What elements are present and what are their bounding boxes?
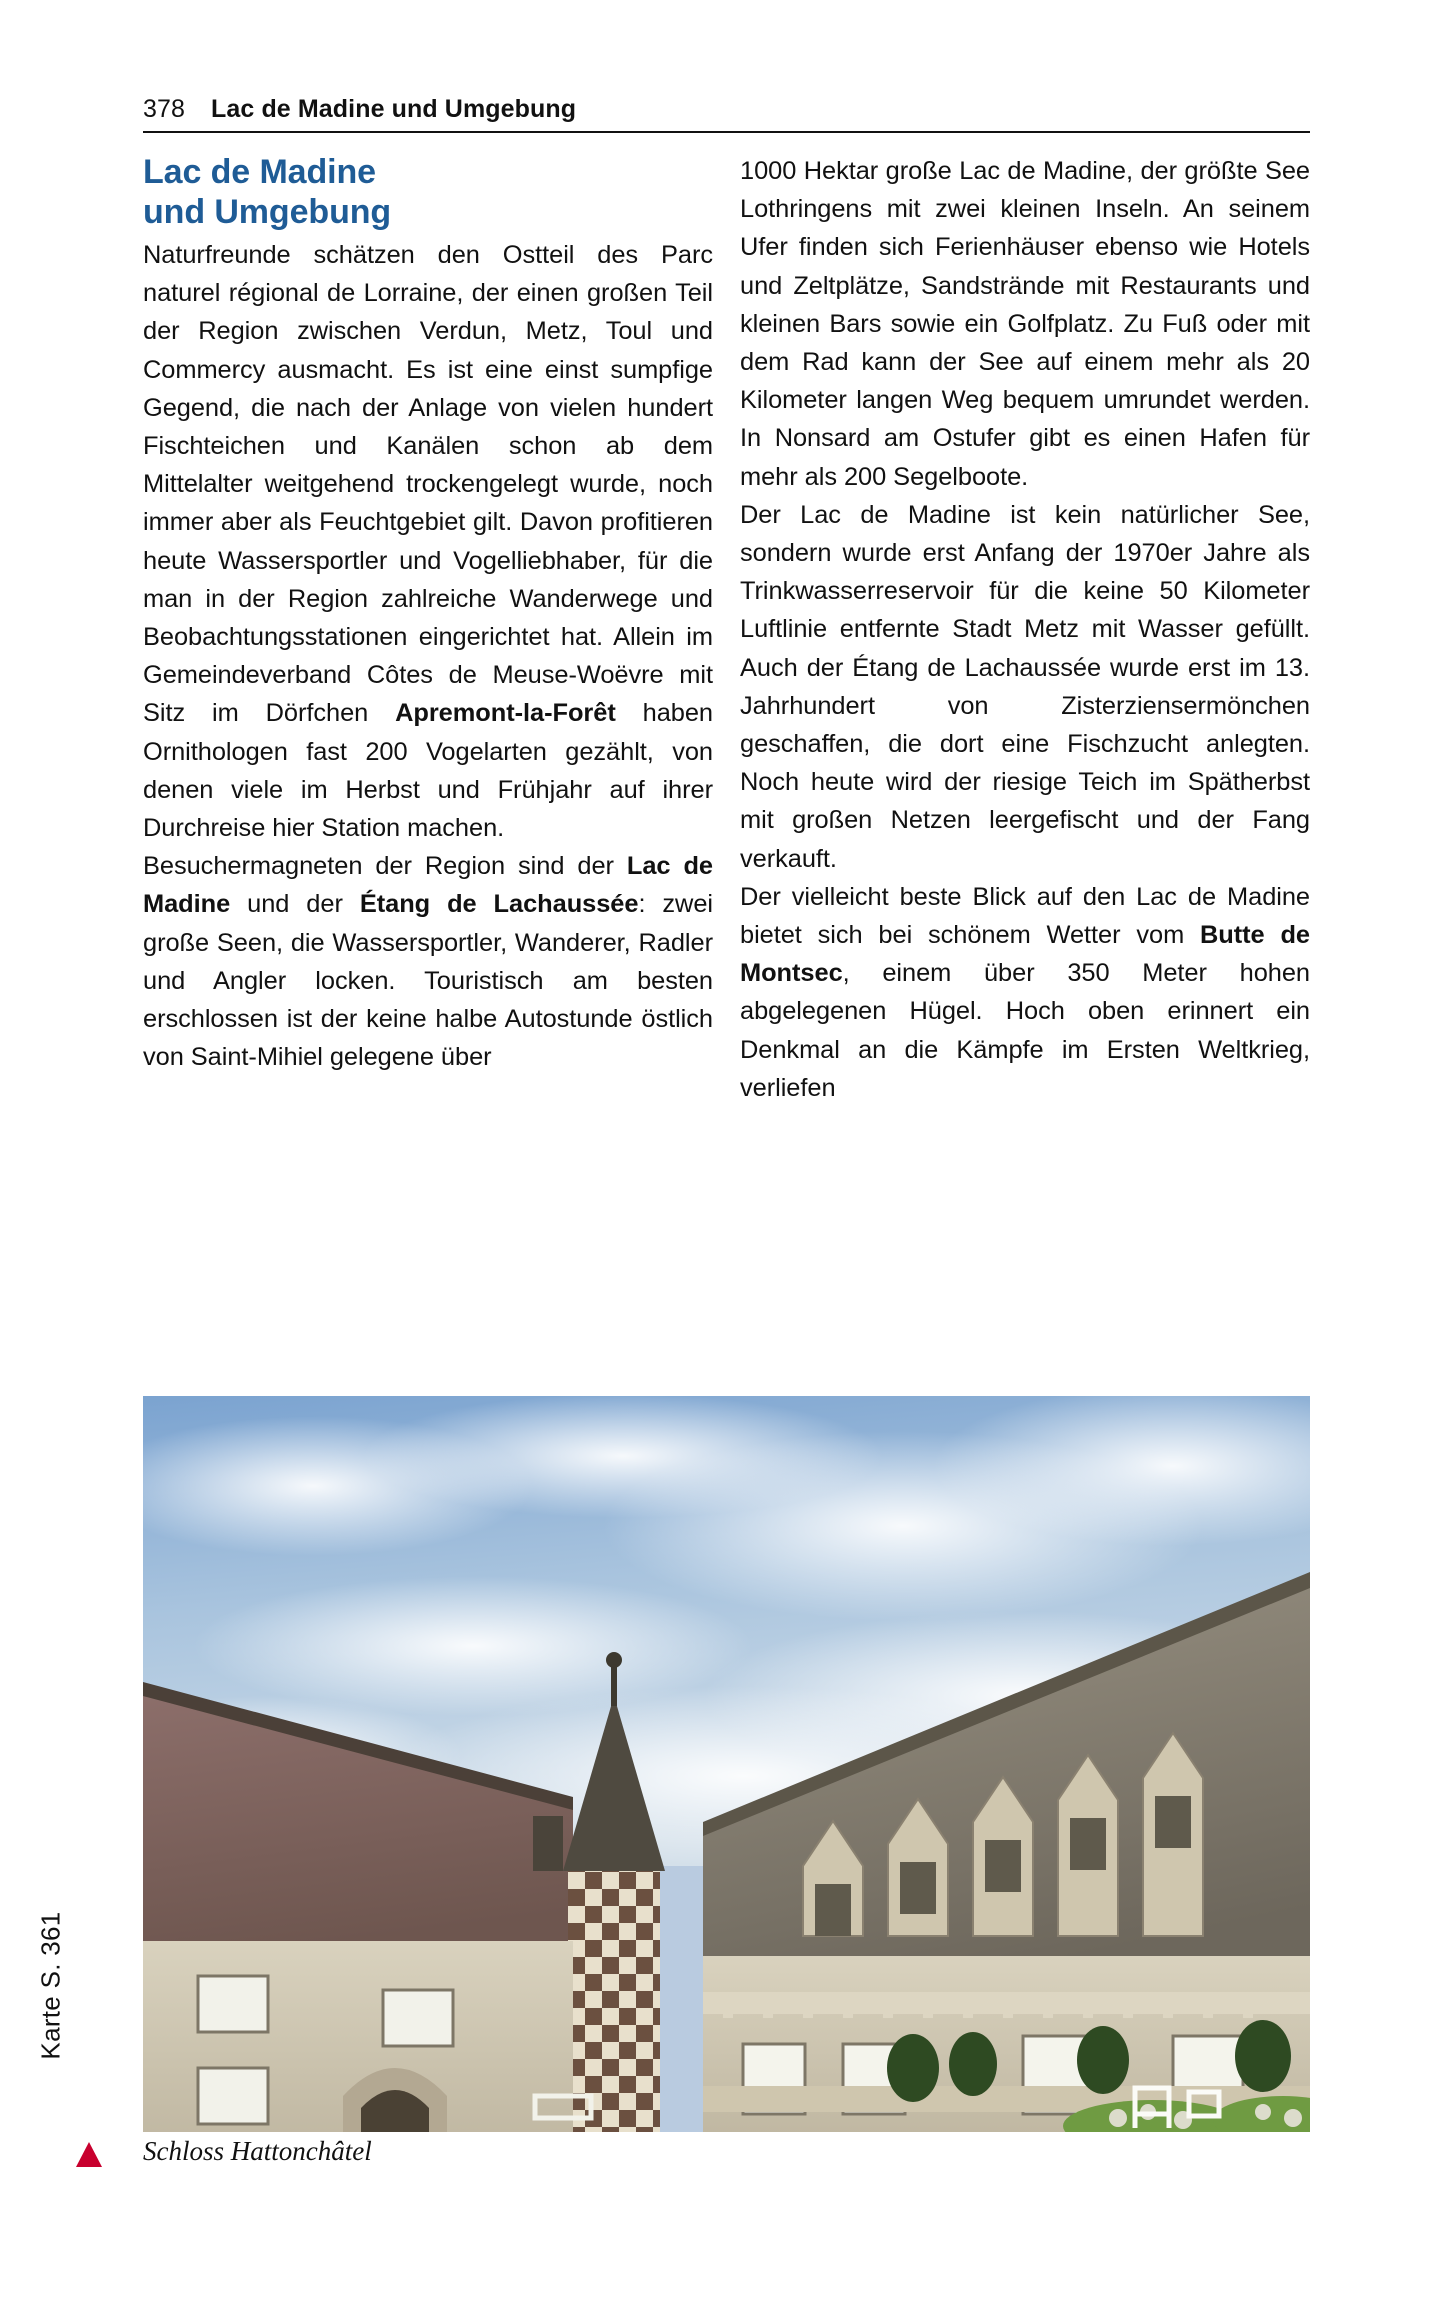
paragraph-highlights-part-a: Besuchermagneten der Region sind der <box>143 852 627 881</box>
running-head-rule <box>143 131 1310 133</box>
schloss-hattonchatel-photo <box>143 1396 1310 2132</box>
red-triangle-marker <box>76 2142 102 2167</box>
place-name-etang-de-lachaussee: Étang de Lachaussée <box>359 890 639 919</box>
paragraph-viewpoint-part-a: Der vielleicht beste Blick auf den Lac de Madine bietet sich bei schönem Wetter vom <box>740 882 1310 950</box>
paragraph-intro <box>143 236 713 847</box>
place-name-apremont: Apremont-la-Forêt <box>395 699 616 728</box>
running-head-title: Lac de Madine und Umgebung <box>211 95 577 123</box>
place-name-butte-de-montsec: Butte de Montsec <box>740 921 1310 988</box>
photo-caption-text: Schloss Hattonchâtel <box>143 2136 372 2166</box>
paragraph-highlights-part-b: und der <box>230 890 360 919</box>
right-column <box>740 152 1310 1107</box>
running-head <box>143 95 1307 124</box>
paragraph-intro-part-b: haben Ornithologen fast 200 Vogelarten gezählt, von denen viele im Herbst und Frühjahr auf ihrer Durchreise hier Station machen. <box>143 699 713 843</box>
paragraph-lake-history: Der Lac de Madine ist kein natürlicher See, sondern wurde erst Anfang der 1970er Jahre als Trinkwasserreservoir für die keine 50 Kilometer Luftlinie entfernte Stadt Metz mit Wasser gefüllt. Auch der Étang de Lachaussée wurde erst im 13. Jahrhundert von Zisterziensermönchen geschaffen, die dort eine Fischzucht anlegten. Noch heute wird der riesige Teich im Spätherbst mit großen Netzen leergefischt und der Fang verkauft. <box>740 500 1310 873</box>
paragraph-highlights <box>143 847 713 1076</box>
photo-caption <box>143 2136 372 2167</box>
left-column <box>143 152 713 1076</box>
section-heading-line-1: Lac de Madine <box>143 153 376 191</box>
paragraph-intro-part-a: Naturfreunde schätzen den Ostteil des Parc naturel régional de Lorraine, der einen großen Teil der Region zwischen Verdun, Metz, Toul und Commercy ausmacht. Es ist eine einst sumpfige Gegend, die nach der Anlage von vielen hundert Fischteichen und Kanälen schon ab dem Mittelalter weitgehend trockengelegt wurde, noch immer aber als Feuchtgebiet gilt. Davon profitieren heute Wassersportler und Vogelliebhaber, für die man in der Region zahlreiche Wanderwege und Beobachtungsstationen eingerichtet hat. Allein im Gemeindeverband Côtes de Meuse-Woëvre mit Sitz im Dörfchen <box>143 241 713 728</box>
section-heading <box>143 152 713 232</box>
place-name-lac-de-madine: Lac de Madine <box>143 852 713 919</box>
paragraph-viewpoint-part-b: , einem über 350 Meter hohen abgelegenen Hügel. Hoch oben erinnert ein Denkmal an die Kämpfe im Ersten Weltkrieg, verliefen <box>740 959 1310 1102</box>
paragraph-highlights-part-c: : zwei große Seen, die Wassersportler, Wanderer, Radler und Angler locken. Touristisch am besten erschlossen ist der keine halbe Autostunde östlich von Saint-Mihiel gelegene über <box>143 890 713 1072</box>
paragraph-viewpoint <box>740 878 1310 1107</box>
paragraph-lake-facilities: 1000 Hektar große Lac de Madine, der größte See Lothringens mit zwei kleinen Inseln. An seinem Ufer finden sich Ferienhäuser ebenso wie Hotels und Zeltplätze, Sandstrände mit Restaurants und kleinen Bars sowie ein Golfplatz. Zu Fuß oder mit dem Rad kann der See auf einem mehr als 20 Kilometer langen Weg bequem umrundet werden. In Nonsard am Ostufer gibt es einen Hafen für mehr als 200 Segelboote. <box>740 157 1310 491</box>
photo-illustration <box>143 1396 1310 2132</box>
section-heading-line-2: und Umgebung <box>143 193 392 231</box>
text-columns <box>143 152 1310 1367</box>
side-map-reference: Karte S. 361 <box>35 1911 66 2060</box>
page-number: 378 <box>143 95 186 123</box>
